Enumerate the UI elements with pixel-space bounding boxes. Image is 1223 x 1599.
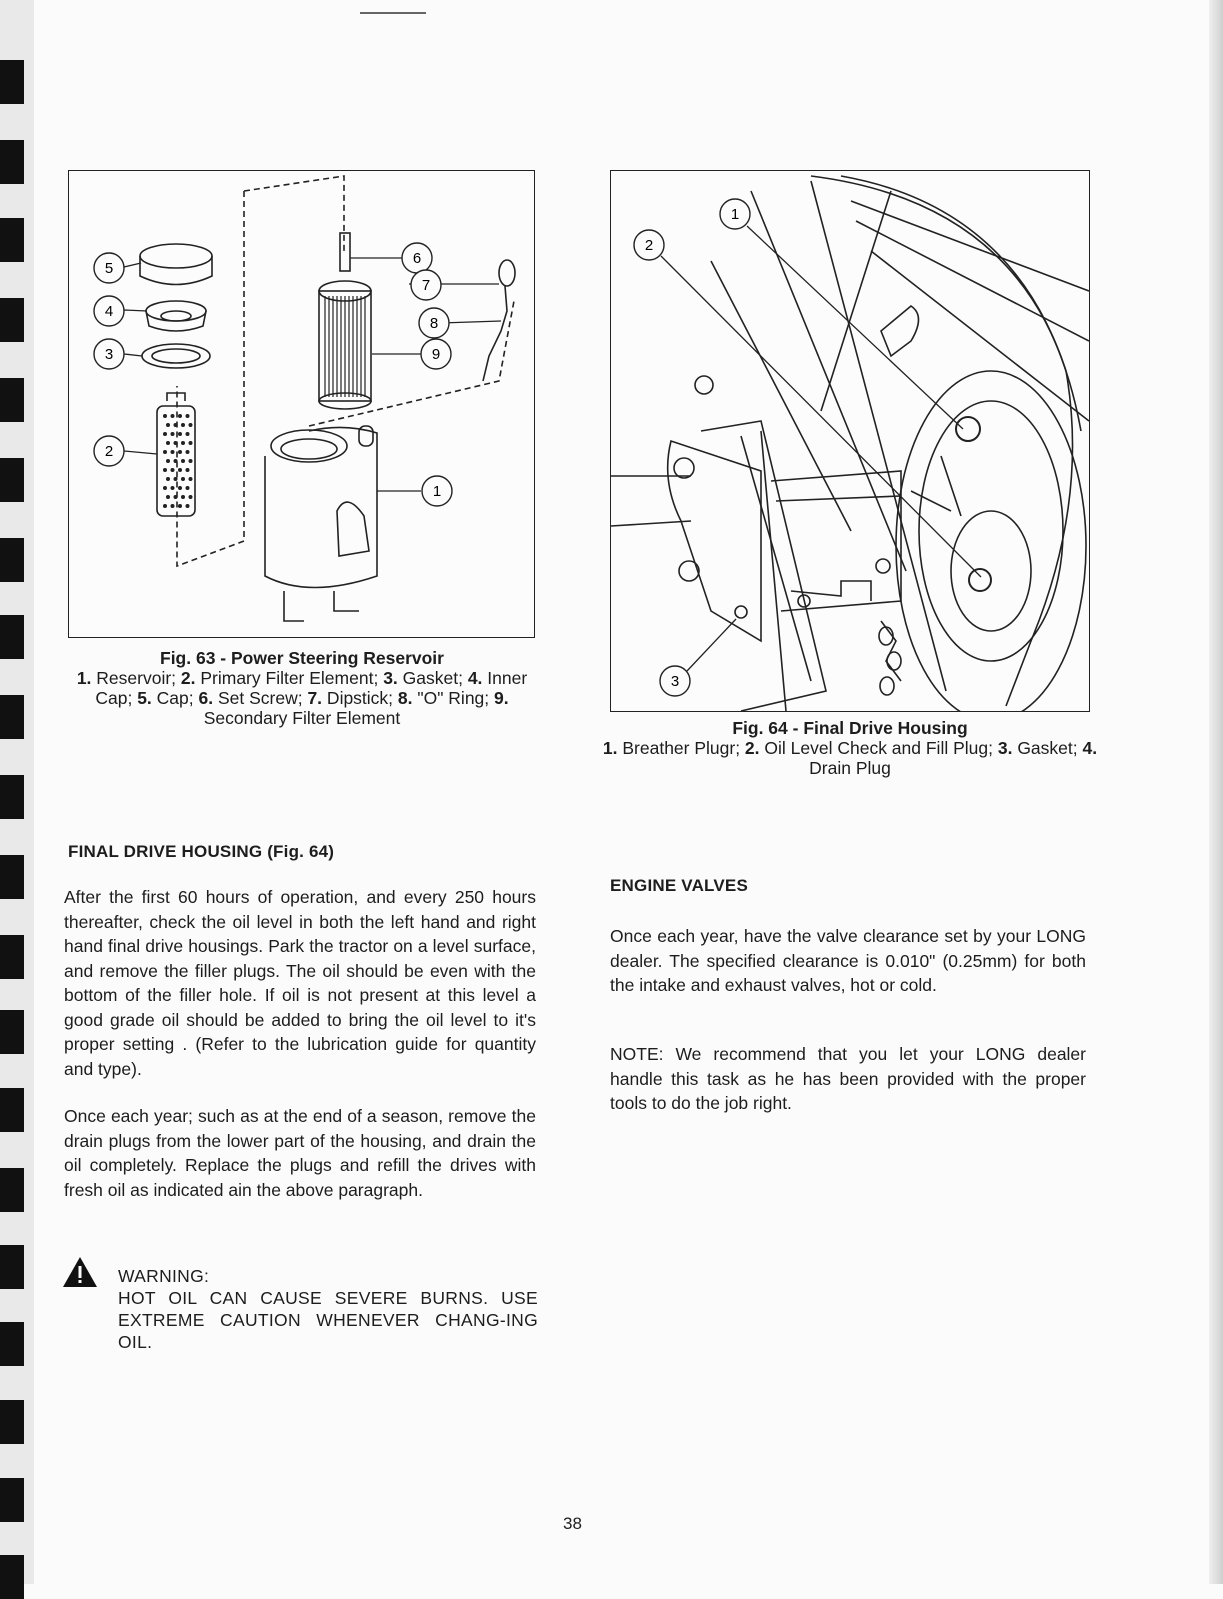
figure-63-item-label: Set Screw; xyxy=(213,688,308,708)
binding-hole xyxy=(0,458,24,502)
binding-hole xyxy=(0,1478,24,1522)
binding-hole xyxy=(0,1168,24,1212)
figure-63-item-number: 3. xyxy=(383,668,398,688)
filter-perforation xyxy=(174,477,178,481)
engine-valves-note: NOTE: We recommend that you let your LONG dealer handle this task as he has been provided with the proper tools to do the job right. xyxy=(610,1044,1086,1113)
figure-63-item-number: 1. xyxy=(76,668,92,688)
filter-perforation xyxy=(178,450,182,454)
binding-hole xyxy=(0,935,24,979)
filter-perforation xyxy=(174,423,178,427)
figure-64-title: Fig. 64 - Final Drive Housing xyxy=(732,718,968,738)
binding-hole xyxy=(0,855,24,899)
filter-perforation xyxy=(163,486,167,490)
callout-label-2: 2 xyxy=(104,443,114,460)
figure-64-item-number: 2. xyxy=(744,738,760,758)
filter-perforation xyxy=(186,450,190,454)
figure-64-illustration xyxy=(610,170,1090,712)
figure-63-item-label: Inner Cap; xyxy=(95,668,528,708)
binding-hole xyxy=(0,615,24,659)
figure-63-item-label: Gasket; xyxy=(397,668,468,688)
figure-64-legend xyxy=(600,738,1100,778)
binding-hole xyxy=(0,1555,24,1599)
filter-perforation xyxy=(163,432,167,436)
figure-64-item-label: Oil Level Check and Fill Plug; xyxy=(759,738,998,758)
warning-block xyxy=(118,1265,538,1353)
figure-63-item-number: 6. xyxy=(198,688,214,708)
filter-perforation xyxy=(181,423,185,427)
filter-perforation xyxy=(189,495,193,499)
figure-63-title: Fig. 63 - Power Steering Reservoir xyxy=(160,648,444,668)
figure-64-caption xyxy=(600,718,1100,778)
filter-perforation xyxy=(178,486,182,490)
callout-label-5: 5 xyxy=(104,260,114,277)
callout-label-8: 8 xyxy=(429,315,439,332)
figure-63-item-label: "O" Ring; xyxy=(412,688,495,708)
filter-perforation xyxy=(178,432,182,436)
binding-hole xyxy=(0,378,24,422)
callout-label-4: 4 xyxy=(104,303,114,320)
filter-perforation xyxy=(181,459,185,463)
filter-perforation xyxy=(186,414,190,418)
callout-label-2: 2 xyxy=(644,237,654,254)
filter-perforation xyxy=(186,432,190,436)
figure-63-item-label: Primary Filter Element; xyxy=(195,668,384,688)
filter-perforation xyxy=(181,477,185,481)
figure-64-item-label: Breather Plugr; xyxy=(617,738,745,758)
engine-valves-paragraph-1: Once each year, have the valve clearance set by your LONG dealer. The specified clearance is 0.010" (0.25mm) for both the intake and exhaust valves, hot or cold. xyxy=(610,926,1086,995)
filter-perforation xyxy=(178,468,182,472)
figure-64-item-label: Drain Plug xyxy=(809,758,891,778)
callout-label-7: 7 xyxy=(421,277,431,294)
warning-label: WARNING: xyxy=(118,1266,210,1286)
binding-hole xyxy=(0,60,24,104)
filter-perforation xyxy=(171,432,175,436)
figure-63-item-label: Secondary Filter Element xyxy=(203,708,401,728)
final-drive-paragraph-2: Once each year; such as at the end of a season, remove the drain plugs from the lower part of the housing, and drain the oil completely. Replace the plugs and refill the drives with fresh oil as indicated ain the above paragraph. xyxy=(64,1106,536,1200)
figure-64-item-number: 1. xyxy=(602,738,618,758)
filter-perforation xyxy=(189,459,193,463)
filter-perforation xyxy=(163,414,167,418)
figure-63-caption xyxy=(68,648,536,728)
filter-perforation xyxy=(166,441,170,445)
callout-label-1: 1 xyxy=(432,483,442,500)
figure-63-item-number: 5. xyxy=(137,688,152,708)
callout-label-3: 3 xyxy=(670,673,680,690)
figure-63-item-number: 8. xyxy=(397,688,413,708)
final-drive-housing-heading: FINAL DRIVE HOUSING (Fig. 64) xyxy=(68,842,335,861)
figure-64-item-number: 4. xyxy=(1082,738,1098,758)
figure-63-legend xyxy=(68,668,536,728)
binding-hole xyxy=(0,1010,24,1054)
figure-63-illustration xyxy=(68,170,535,638)
final-drive-housing-drawing xyxy=(611,171,1089,711)
filter-perforation xyxy=(186,486,190,490)
filter-perforation xyxy=(171,468,175,472)
binding-hole xyxy=(0,775,24,819)
filter-perforation xyxy=(171,414,175,418)
binding-hole xyxy=(0,1400,24,1444)
callout-label-9: 9 xyxy=(431,346,441,363)
filter-perforation xyxy=(171,504,175,508)
filter-perforation xyxy=(174,495,178,499)
figure-63-item-number: 9. xyxy=(494,688,509,708)
filter-perforation xyxy=(171,450,175,454)
filter-perforation xyxy=(166,477,170,481)
binding-hole xyxy=(0,218,24,262)
binding-hole xyxy=(0,538,24,582)
callout-label-1: 1 xyxy=(730,206,740,223)
figure-63-item-label: Reservoir; xyxy=(91,668,181,688)
filter-perforation xyxy=(181,441,185,445)
figure-63-item-label: Dipstick; xyxy=(322,688,398,708)
warning-triangle-icon xyxy=(62,1256,98,1288)
page-edge-shadow xyxy=(1209,0,1223,1584)
filter-perforation xyxy=(181,495,185,499)
filter-perforation xyxy=(186,468,190,472)
binding-hole xyxy=(0,695,24,739)
callout-label-3: 3 xyxy=(104,346,114,363)
filter-perforation xyxy=(163,450,167,454)
page-number: 38 xyxy=(563,1514,582,1533)
page-top-mark xyxy=(360,12,426,14)
filter-perforation xyxy=(189,477,193,481)
binding-hole xyxy=(0,1245,24,1289)
figure-63-item-number: 4. xyxy=(467,668,483,688)
figure-64-item-number: 3. xyxy=(997,738,1013,758)
filter-perforation xyxy=(178,414,182,418)
filter-perforation xyxy=(166,423,170,427)
power-steering-reservoir-drawing xyxy=(69,171,534,637)
filter-perforation xyxy=(166,495,170,499)
filter-perforation xyxy=(171,486,175,490)
filter-perforation xyxy=(166,459,170,463)
binding-hole xyxy=(0,1088,24,1132)
binding-hole xyxy=(0,1322,24,1366)
figure-63-item-number: 7. xyxy=(307,688,323,708)
engine-valves-heading: ENGINE VALVES xyxy=(610,876,748,895)
filter-perforation xyxy=(178,504,182,508)
figure-64-item-label: Gasket; xyxy=(1012,738,1083,758)
binding-hole xyxy=(0,140,24,184)
filter-perforation xyxy=(163,504,167,508)
callout-label-6: 6 xyxy=(412,250,422,267)
binding-hole xyxy=(0,298,24,342)
filter-perforation xyxy=(174,441,178,445)
filter-perforation xyxy=(189,441,193,445)
filter-perforation xyxy=(163,468,167,472)
filter-perforation xyxy=(174,459,178,463)
filter-perforation xyxy=(189,423,193,427)
figure-63-item-label: Cap; xyxy=(151,688,199,708)
final-drive-paragraph-1: After the first 60 hours of operation, and every 250 hours thereafter, check the oil level in both the left hand and right hand final drive housings. Park the tractor on a level surface, and remove the filler plugs. The oil should be even with the bottom of the filler hole. If oil is not present at this level a good grade oil should be added to bring the oil level to it's proper setting . (Refer to the lubrication guide for quantity and type). xyxy=(64,887,536,1079)
filter-perforation xyxy=(186,504,190,508)
warning-text: HOT OIL CAN CAUSE SEVERE BURNS. USE EXTREME CAUTION WHENEVER CHANG-ING OIL. xyxy=(118,1288,538,1352)
figure-63-item-number: 2. xyxy=(180,668,196,688)
